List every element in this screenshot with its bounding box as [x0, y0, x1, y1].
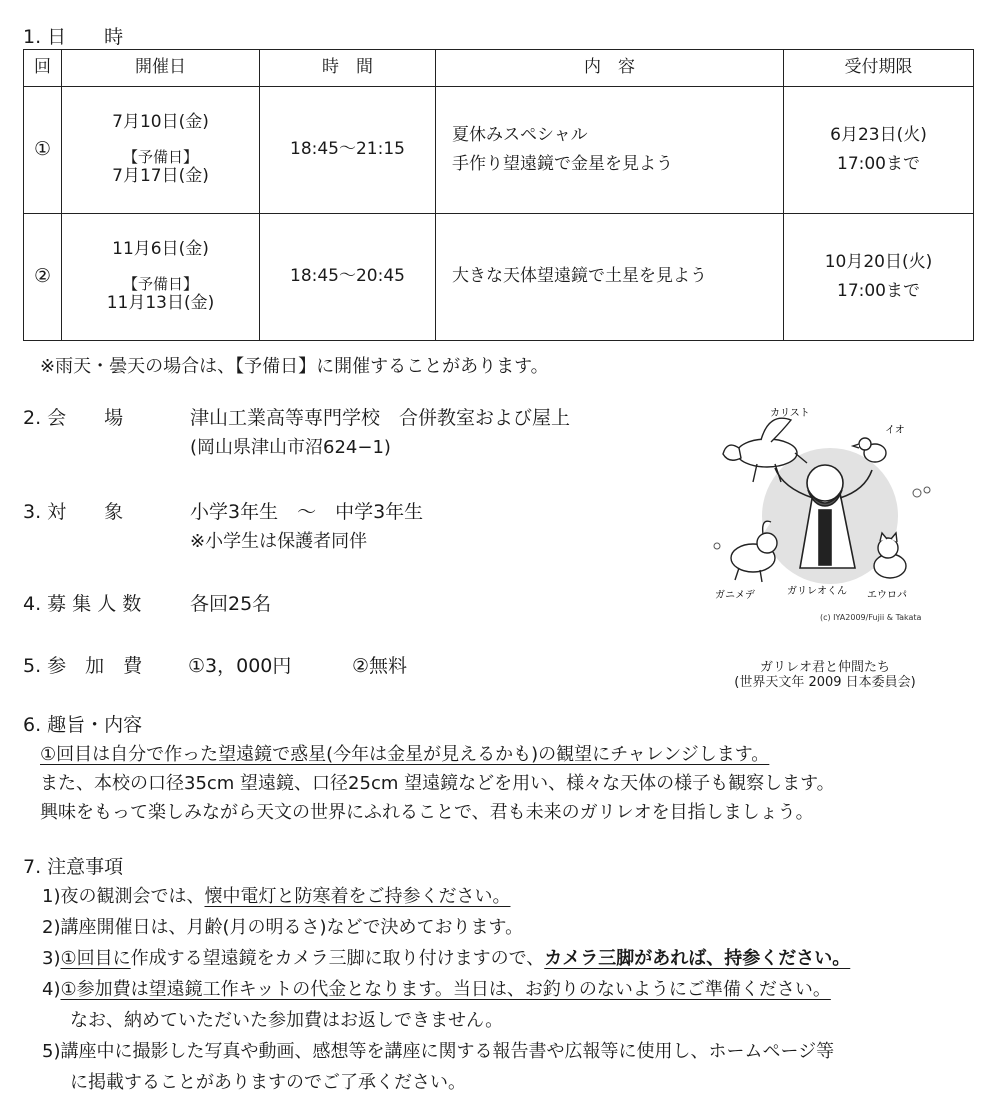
event-date-cell [62, 87, 260, 214]
header-deadline: 受付期限 [784, 50, 974, 87]
note-4-prefix: 4) [42, 979, 61, 1000]
illustration-credit: (c) IYA2009/Fujii & Takata [820, 613, 922, 622]
note-3 [42, 944, 850, 970]
deadline-time: 17:00まで [837, 281, 920, 301]
illustration-caption-2: (世界天文年 2009 日本委員会) [734, 675, 916, 690]
note-1-prefix: 1)夜の観測会では、 [42, 886, 205, 907]
venue-label: 2. 会 場 [23, 407, 124, 429]
note-4-continuation: なお、納めていただいた参加費はお返しできません。 [70, 1010, 504, 1031]
fee-label: 5. 参 加 費 [23, 655, 143, 677]
deadline-cell [784, 214, 974, 341]
event-content-cell [436, 214, 784, 341]
header-content: 内 容 [436, 50, 784, 87]
event-date-cell [62, 214, 260, 341]
event-content-cell [436, 87, 784, 214]
deadline-date: 10月20日(火) [824, 251, 933, 272]
illustration-caption-1: ガリレオ君と仲間たち [759, 660, 890, 675]
header-date: 開催日 [62, 50, 260, 87]
table-row [24, 87, 974, 214]
event-date: 7月10日(金) [112, 112, 209, 133]
deadline-time: 17:00まで [837, 154, 920, 174]
venue-address: (岡山県津山市沼624−1) [190, 437, 391, 458]
galileo-characters-image [705, 398, 945, 613]
row-number: ① [24, 87, 62, 214]
note-4 [42, 975, 831, 1001]
section-1-title: 1. 日 時 [23, 26, 124, 48]
purpose-line-2: また、本校の口径35cm 望遠鏡、口径25cm 望遠鏡などを用い、様々な天体の様子も観察します。 [40, 773, 835, 794]
note-5-line-2: に掲載することがありますのでご了承ください。 [70, 1072, 466, 1093]
schedule-table [23, 49, 974, 341]
event-content-line: 大きな天体望遠鏡で土星を見よう [452, 266, 707, 287]
deadline-date: 6月23日(火) [830, 124, 927, 145]
row-number: ② [24, 214, 62, 341]
header-kai: 回 [24, 50, 62, 87]
galileo-illustration [705, 398, 945, 613]
target-note: ※小学生は保護者同伴 [190, 531, 368, 552]
note-3-middle: 作成する望遠鏡をカメラ三脚に取り付けますので、 [130, 948, 545, 969]
event-time: 18:45〜20:45 [260, 214, 436, 341]
header-time: 時 間 [260, 50, 436, 87]
schedule-note: ※雨天・曇天の場合は、【予備日】に開催することがあります。 [40, 356, 549, 377]
fee-value-2: ②無料 [352, 655, 408, 677]
io-label: イオ [885, 425, 905, 436]
capacity-label: 4. 募 集 人 数 [23, 593, 142, 615]
deadline-cell [784, 87, 974, 214]
note-3-prefix: 3) [42, 948, 61, 969]
event-date: 11月6日(金) [112, 239, 209, 260]
note-2: 2)講座開催日は、月齢(月の明るさ)などで決めております。 [42, 917, 524, 938]
reserve-date: 11月13日(金) [106, 293, 215, 314]
table-row [24, 214, 974, 341]
reserve-date: 7月17日(金) [112, 166, 209, 187]
purpose-line-1: ①回目は自分で作った望遠鏡で惑星(今年は金星が見えるかも)の観望にチャレンジします。 [40, 744, 770, 765]
galileo-label: ガリレオくん [787, 586, 847, 597]
event-content-line: 手作り望遠鏡で金星を見よう [452, 154, 673, 174]
notes-title: 7. 注意事項 [23, 856, 124, 878]
purpose-line-3: 興味をもって楽しみながら天文の世界にふれることで、君も未来のガリレオを目指しましょう。 [40, 802, 814, 823]
schedule-header-row [24, 50, 974, 87]
note-1 [42, 882, 510, 908]
ganymede-label: ガニメデ [715, 590, 755, 601]
event-time: 18:45〜21:15 [260, 87, 436, 214]
europa-label: エウロパ [867, 590, 907, 601]
note-5-line-1: 5)講座中に撮影した写真や動画、感想等を講座に関する報告書や広報等に使用し、ホームページ等 [42, 1041, 835, 1062]
reserve-label: 【予備日】 [122, 147, 198, 166]
note-1-emphasis: 懐中電灯と防寒着をご持参ください。 [204, 886, 511, 907]
target-label: 3. 対 象 [23, 501, 124, 523]
purpose-title: 6. 趣旨・内容 [23, 714, 143, 736]
note-3-underline: ①回目に [60, 948, 131, 969]
target-value: 小学3年生 〜 中学3年生 [190, 501, 424, 523]
note-4-underline: ①参加費は望遠鏡工作キットの代金となります。当日は、お釣りのないようにご準備ください。 [60, 979, 831, 1000]
note-3-bold: カメラ三脚があれば、持参ください。 [544, 948, 851, 969]
reserve-label: 【予備日】 [122, 274, 198, 293]
callisto-label: カリスト [770, 408, 810, 419]
fee-value-1: ①3，000円 [188, 655, 292, 677]
venue-value: 津山工業高等専門学校 合併教室および屋上 [190, 407, 571, 429]
capacity-value: 各回25名 [190, 593, 272, 615]
event-content-line: 夏休みスペシャル [452, 124, 588, 145]
